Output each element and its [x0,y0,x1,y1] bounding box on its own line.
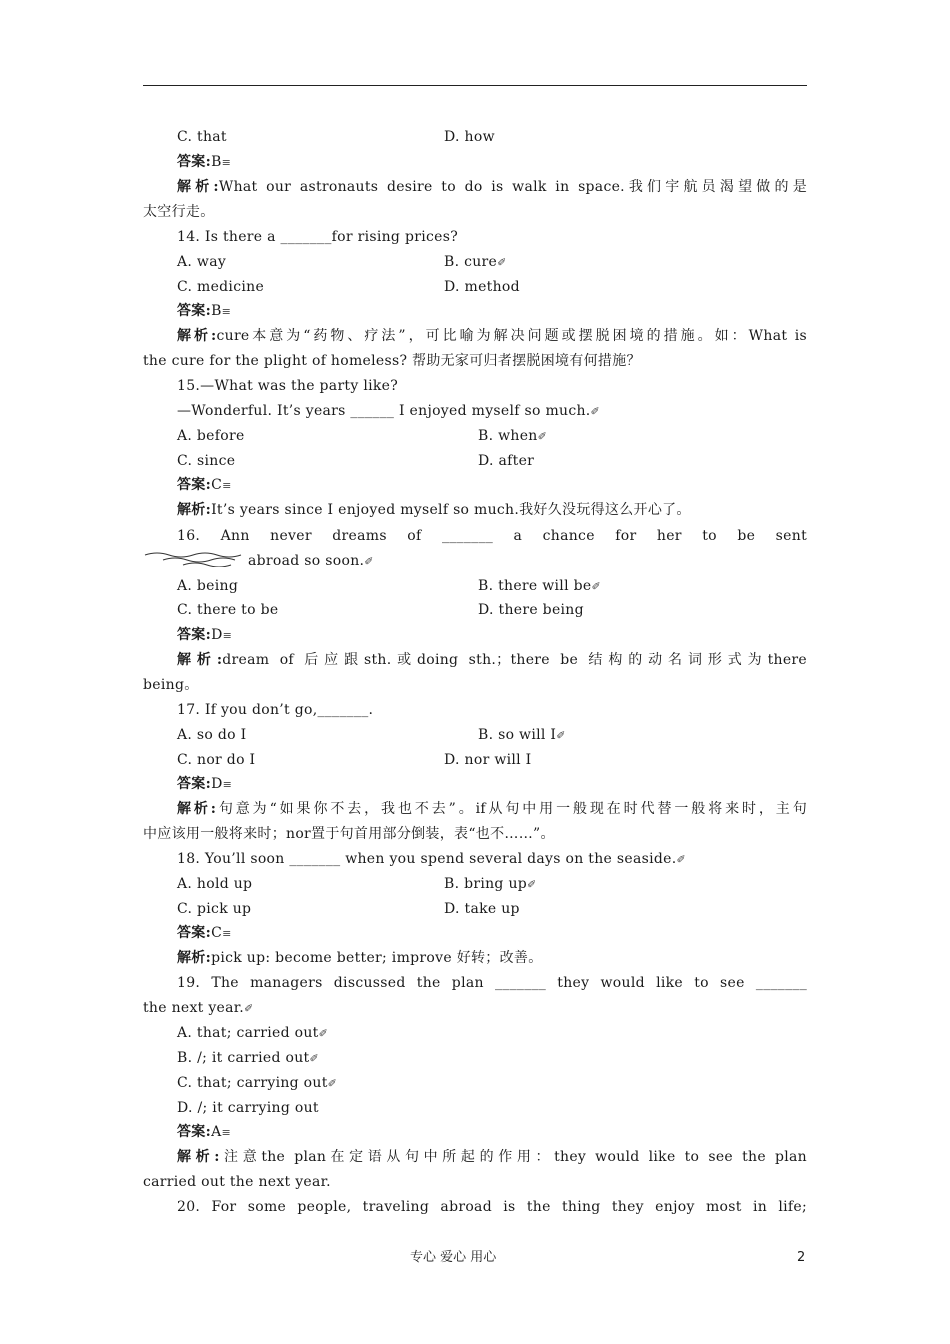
option-b: B. there will be✐ [478,578,601,594]
option-b: B. cure✐ [444,254,507,270]
explanation-line: carried out the next year. [143,1174,331,1190]
option-d: D. there being [478,602,584,618]
option-a: A. so do I [177,727,247,743]
option-a: A. being [177,578,239,594]
option-c: C. medicine [177,279,265,295]
option-c: C. pick up [177,901,252,917]
option-a: A. hold up [177,876,253,892]
answer-line: 答案:C≡ [177,477,232,493]
question-stem: 17. If you don’t go,_______. [177,702,374,718]
option-b: B. bring up✐ [444,876,537,892]
explanation-line: 太空行走。 [143,204,215,220]
question-stem: the next year.✐ [143,1000,254,1016]
explanation-line: 解析:句意为“如果你不去，我也不去”。if从句中用一般现在时代替一般将来时，主句 [177,801,807,817]
question-stem: abroad so soon.✐ [248,553,374,569]
option-a: A. way [177,254,227,270]
question-stem: 20. For some people, traveling abroad is the thing they enjoy most in life; [177,1199,807,1215]
explanation-line: 解析:dream of 后应跟sth.或doing sth.；there be 结构的动名词形式为there [177,652,807,668]
question-stem: 18. You’ll soon _______ when you spend several days on the seaside.✐ [177,851,686,867]
question-stem: 15.—What was the party like? [177,378,399,394]
option-a: A. before [177,428,245,444]
explanation-line: 解析:cure本意为“药物、疗法”，可比喻为解决问题或摆脱困境的措施。如：What is [177,328,807,344]
answer-line: 答案:B≡ [177,303,232,319]
option-d: D. after [478,453,535,469]
option-d: D. method [444,279,520,295]
explanation-line: 解析:It’s years since I enjoyed myself so much.我好久没玩得这么开心了。 [177,502,691,518]
option-c: C. that [177,129,227,145]
explanation-line: 解析:注意the plan在定语从句中所起的作用：they would like to see the plan [177,1149,808,1165]
explanation-line: being。 [143,677,199,693]
option-b: B. so will I✐ [478,727,566,743]
option-a: A. that; carried out✐ [177,1025,329,1041]
option-d: D. nor will I [444,752,532,768]
option-b: B. when✐ [478,428,548,444]
wave-underline-icon [143,551,248,567]
question-stem: —Wonderful. It’s years ______ I enjoyed myself so much.✐ [177,403,601,419]
answer-line: 答案:B≡ [177,154,232,170]
question-stem: 14. Is there a _______for rising prices? [177,229,458,245]
explanation-line: the cure for the plight of homeless? 帮助无家可归者摆脱困境有何措施？ [143,353,641,369]
header-rule [143,85,807,86]
option-d: D. take up [444,901,520,917]
option-b: B. /; it carried out✐ [177,1050,319,1066]
page-number: 2 [797,1250,806,1265]
question-stem: 16. Ann never dreams of _______ a chance for her to be sent [177,528,807,544]
explanation-line: 解析:pick up: become better; improve 好转；改善。 [177,950,543,966]
explanation-line: 中应该用一般将来时；nor置于句首用部分倒装，表“也不……”。 [143,826,555,842]
explanation-line: 解析:What our astronauts desire to do is walk in space.我们宇航员渴望做的是 [177,179,807,195]
option-c: C. since [177,453,236,469]
answer-line: 答案:A≡ [177,1124,232,1140]
option-c: C. that; carrying out✐ [177,1075,338,1091]
option-c: C. there to be [177,602,279,618]
answer-line: 答案:C≡ [177,925,232,941]
option-d: D. /; it carrying out [177,1100,319,1116]
question-stem: 19. The managers discussed the plan _______ they would like to see _______ [177,975,807,991]
footer-motto: 专心 爱心 用心 [410,1250,497,1265]
option-d: D. how [444,129,495,145]
answer-line: 答案:D≡ [177,627,233,643]
answer-line: 答案:D≡ [177,776,233,792]
option-c: C. nor do I [177,752,256,768]
